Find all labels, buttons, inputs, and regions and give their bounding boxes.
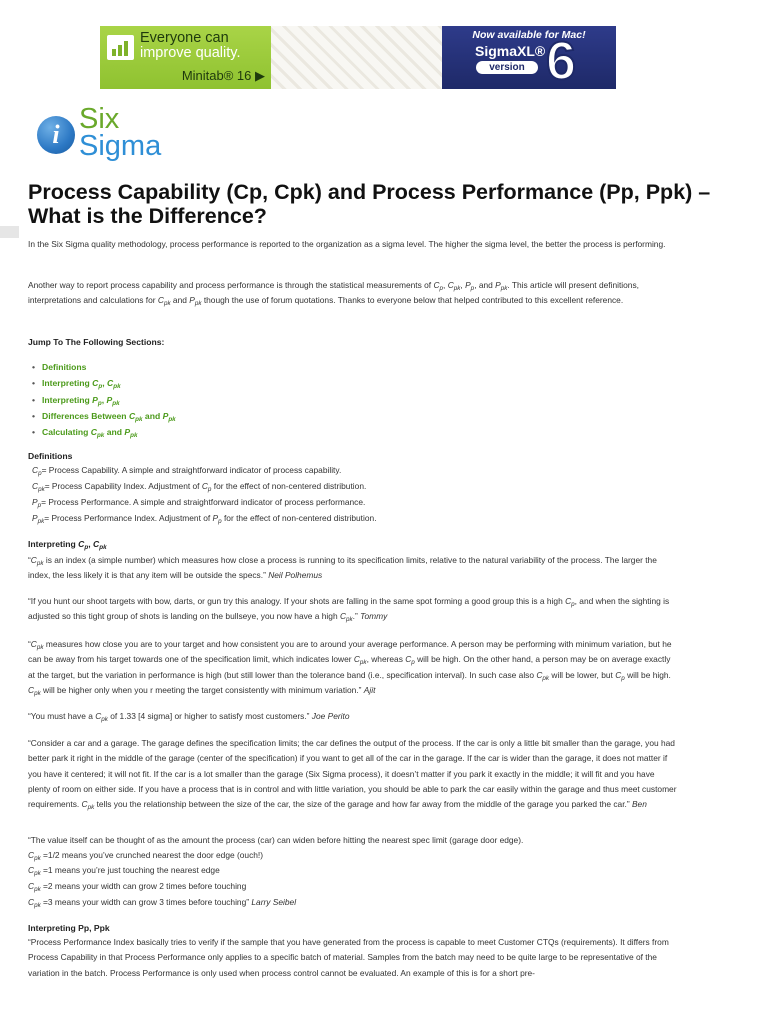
definition-pp: $P_p=$ Process Performance. A simple and straightforward indicator of process performance.: [32, 497, 366, 509]
isixsigma-logo[interactable]: [37, 103, 187, 166]
cpk-scale-three: $C_{pk} =3$ means your width can grow 3 times before touching” Larry Seibel: [28, 897, 297, 909]
minitab-ad-line1: Everyone can: [140, 30, 229, 46]
interpreting-pp-heading: Interpreting Pp, Ppk: [28, 923, 110, 933]
intro-paragraph-1: In the Six Sigma quality methodology, process performance is reported to the organization as a sigma level. The higher the sigma level, the better the process is performing.: [28, 239, 666, 249]
intro-paragraph-2: Another way to report process capability and process performance is through the statistical measurements of $C_p$, $C_{pk}$, $P_p$, and $P_{pk}$. This article will present definitions, interpretations and calculations for $C_{pk}$ and $P_{pk}$ though the use of forum quotations. Thanks to everyone below that helped contributed to this excellent reference.: [28, 280, 639, 308]
sticky-issue-ad[interactable]: [271, 26, 442, 89]
quote-seibel-intro: “The value itself can be thought of as the amount the process (car) can widen before hitting the nearest spec limit (garage door edge).: [28, 835, 524, 845]
definition-ppk: $P_{pk}=$ Process Performance Index. Adjustment of $P_p$ for the effect of non-centered distribution.: [32, 513, 377, 525]
quote-tommy: “If you hunt our shoot targets with bow, darts, or gun try this analogy. If your shots are falling in the same spot forming a good group this is a high $C_p$, and when the sighting is adjusted so this tight group of shots is landing on the bullseye, you now have a high $C_{pk}$.” Tommy: [28, 596, 670, 624]
minitab-ad-brand: Minitab® 16 ▶: [181, 68, 265, 83]
toc-link-definitions[interactable]: • Definitions: [32, 360, 176, 376]
banner-ads: [100, 26, 616, 89]
quote-polhemus: “$C_{pk}$ is an index (a simple number) which measures how close a process is running to its specification limits, relative to the natural variability of the process. The larger the index, the less likely it is that any item will be outside the specs.” Neil Polhemus: [28, 555, 657, 581]
cpk-scale-half: $C_{pk} =1/2$ means you’ve crunched nearest the door edge (ouch!): [28, 850, 264, 862]
toc-link-differences[interactable]: • Differences Between $C_{pk}$ and $P_{pk}$: [32, 409, 176, 425]
cpk-scale-one: $C_{pk} =1$ means you’re just touching the nearest edge: [28, 865, 220, 877]
sticky-issue-ad-text: [271, 42, 442, 74]
definition-cp: $C_p=$ Process Capability. A simple and straightforward indicator of process capability.: [32, 465, 342, 477]
quote-ajit: “$C_{pk}$ measures how close you are to your target and how consistent you are to around your average performance. A person may be performing with minimum variation, but he can be away from his target towards one of the specification limit, which indicates lower $C_{pk}$, whereas $C_p$ will be high. On the other hand, a person may be on average exactly at the target, but the variation in performance is high (but still lower than the tolerance band (i.e., specification interval). In such case also $C_{pk}$ will be lower, but $C_p$ will be high. $C_{pk}$ will be higher only when you r meeting the target consistently with minimum variation.” Ajit: [28, 639, 672, 697]
quote-ben: “Consider a car and a garage. The garage defines the specification limits; the car defines the output of the process. If the car is only a little bit smaller than the garage, you had better park it right in the middle of the garage (center of the specification) if you want to get all of the car in the garage. If the car is wider than the garage, it does not matter if you have it centered; it will not fit. If the car is a lot smaller than the garage (Six Sigma process), it doesn’t matter if you park it exactly in the middle; it will fit and you have plenty of room on either side. If you have a process that is in control and with little variation, you should be able to park the car easily within the garage and thus meet customer requirements. $C_{pk}$ tells you the relationship between the size of the car, the size of the garage and how far away from the middle of the garage you parked the car.” Ben: [28, 738, 677, 812]
toc-link-interpreting-cp-cpk[interactable]: • Interpreting $C_p$, $C_{pk}$: [32, 376, 176, 392]
logo-sigma: Sigma: [79, 130, 162, 162]
minitab-ad-line2: improve quality.: [140, 45, 241, 61]
page-title: Process Capability (Cp, Cpk) and Process Performance (Pp, Ppk) – What is the Difference?: [28, 180, 711, 228]
quote-perito: “You must have a $C_{pk}$ of 1.33 [4 sigma] or higher to satisfy most customers.” Joe Perito: [28, 711, 350, 723]
definition-cpk: $C_{pk}=$ Process Capability Index. Adjustment of $C_p$ for the effect of non-centered distribution.: [32, 481, 367, 493]
table-of-contents: [32, 360, 176, 441]
sigmaxl-version-pill: version: [476, 61, 538, 74]
cpk-scale-two: $C_{pk} =2$ means your width can grow 2 times before touching: [28, 881, 247, 893]
info-i-icon: i: [37, 116, 75, 154]
side-tab[interactable]: [0, 226, 19, 238]
toc-link-calculating[interactable]: • Calculating $C_{pk}$ and $P_{pk}$: [32, 425, 176, 441]
bar-chart-icon: [107, 35, 134, 60]
definitions-heading: Definitions: [28, 451, 73, 461]
sigmaxl-ad-tagline: Now available for Mac!: [472, 29, 586, 41]
logo-six: Six: [79, 103, 120, 135]
minitab-ad[interactable]: [100, 26, 271, 89]
sigmaxl-ad-brand: SigmaXL®: [475, 43, 546, 59]
sigmaxl-ad[interactable]: [442, 26, 616, 89]
toc-link-interpreting-pp-ppk[interactable]: • Interpreting $P_p$, $P_{pk}$: [32, 393, 176, 409]
quote-process-performance: “Process Performance Index basically tries to verify if the sample that you have generated from the process is capable to meet Customer CTQs (requirements). It differs from Process Capability in that Process Performance only applies to a specific batch of material. Samples from the batch may need to be quite large to be representative of the variation in the batch. Process Performance is only used when process control cannot be evaluated. An example of this is for a short pre-: [28, 937, 669, 978]
sigmaxl-version-number: 6: [546, 31, 577, 89]
toc-heading: Jump To The Following Sections:: [28, 337, 165, 347]
interpreting-cp-heading: Interpreting $C_p$, $C_{pk}$: [28, 539, 107, 551]
